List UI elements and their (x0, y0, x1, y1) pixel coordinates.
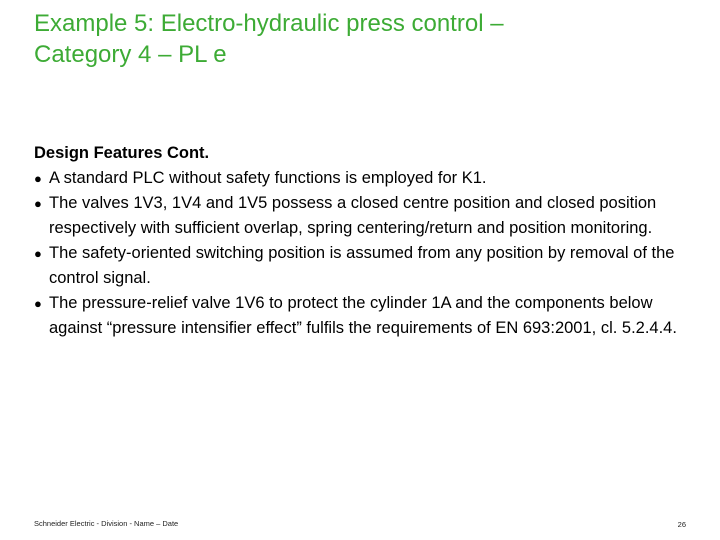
list-item (34, 191, 694, 241)
list-item-text: The safety-oriented switching position is assumed from any position by removal of the control signal. (49, 244, 675, 287)
slide-title-line-2: Category 4 – PL e (34, 41, 227, 68)
slide-title-line-1: Example 5: Electro-hydraulic press control – (34, 10, 504, 37)
bullet-dot-icon: ● (34, 246, 42, 261)
list-item (34, 241, 694, 291)
section-heading: Design Features Cont. (34, 144, 210, 162)
list-item (34, 291, 694, 341)
bullet-dot-icon: ● (34, 296, 42, 311)
bullet-list (34, 166, 694, 341)
page-number: 26 (677, 520, 686, 529)
slide-title (34, 8, 694, 70)
bullet-dot-icon: ● (34, 196, 42, 211)
list-item (34, 166, 694, 191)
list-item-text: The valves 1V3, 1V4 and 1V5 possess a closed centre position and closed position respectively with sufficient overlap, spring centering/return and position monitoring. (49, 194, 657, 237)
bullet-dot-icon: ● (34, 171, 42, 186)
list-item-text: The pressure-relief valve 1V6 to protect the cylinder 1A and the components below against “pressure intensifier effect” fulfils the requirements of EN 693:2001, cl. 5.2.4.4. (49, 294, 677, 337)
content-body (34, 141, 694, 341)
list-item-text: A standard PLC without safety functions is employed for K1. (49, 169, 487, 187)
footer-text: Schneider Electric - Division - Name – Date (34, 519, 179, 528)
